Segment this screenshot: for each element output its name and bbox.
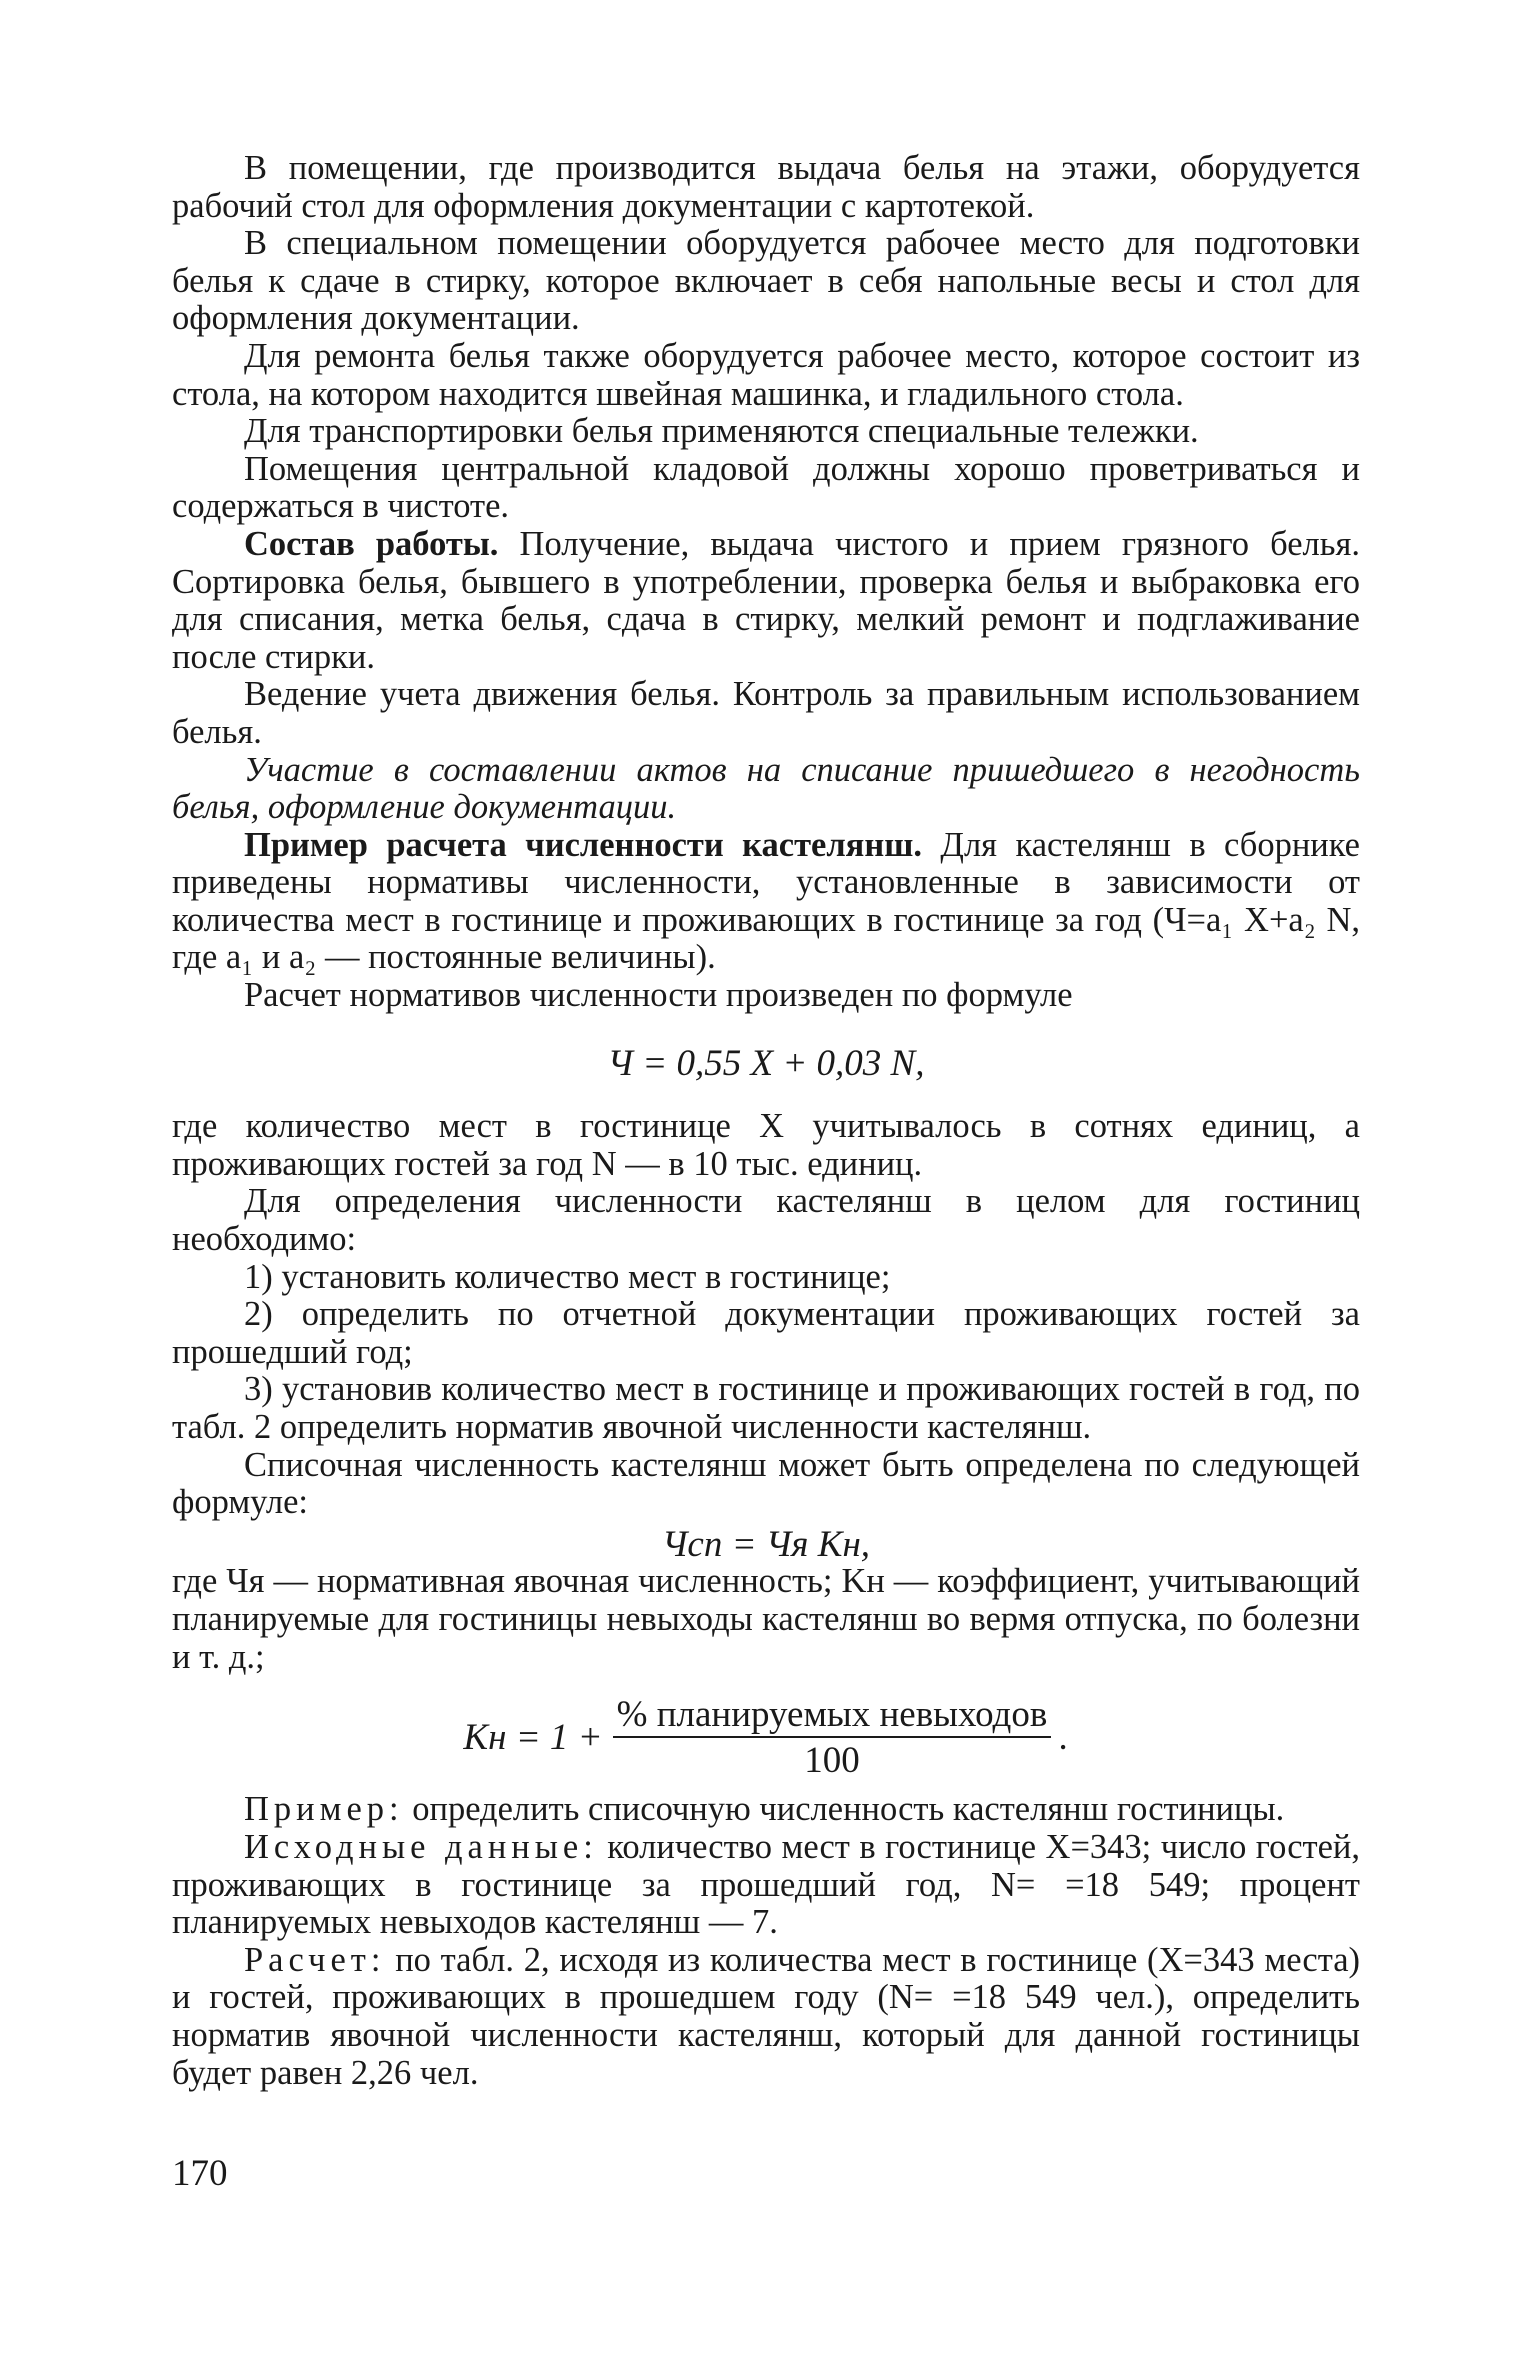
- paragraph-9: [172, 827, 1360, 977]
- paragraph-7: Ведение учета движения белья. Контроль за правильным использованием белья.: [172, 675, 1360, 751]
- paragraph-8: Участие в составлении актов на списание пришедшего в негодность белья, оформление документации.: [172, 750, 1360, 827]
- paragraph-16: [172, 1829, 1360, 1942]
- list-item-3: 3) установив количество мест в гостинице и проживающих гостей в год, по табл. 2 определить норматив явочной численности кастелянш.: [172, 1370, 1360, 1446]
- formula-list-count: Чсп = Чя Kн,: [661, 1523, 871, 1565]
- section-heading-example: Пример расчета численности кастелянш.: [244, 825, 922, 864]
- paragraph-16-text: количество мест в гостинице X=343; число гостей, проживающих в гостинице за прошедший год, N= =18 549; процент планируемых невыходов кастелянш — 7.: [172, 1827, 1360, 1942]
- paragraph-13: Списочная численность кастелянш может быть определена по следующей формуле:: [172, 1445, 1360, 1522]
- paragraph-3: Для ремонта белья также оборудуется рабочее место, которое состоит из стола, на котором находится швейная машинка, и гладильного стола.: [172, 336, 1360, 413]
- formula-norm: Ч = 0,55 X + 0,03 N,: [607, 1042, 925, 1084]
- list-item-1: 1) установить количество мест в гостинице;: [244, 1257, 891, 1296]
- example-label: Пример:: [244, 1790, 404, 1829]
- paragraph-12: Для определения численности кастелянш в целом для гостиниц необходимо:: [172, 1182, 1360, 1259]
- fraction-numerator: % планируемых невыходов: [613, 1696, 1052, 1738]
- paragraph-15-text: определить списочную численность кастелянш гостиницы.: [403, 1790, 1285, 1829]
- calculation-label: Расчет:: [244, 1940, 386, 1979]
- input-data-label: Исходные данные:: [244, 1827, 598, 1866]
- formula-coefficient-end: .: [1059, 1716, 1069, 1758]
- paragraph-10: Расчет нормативов численности произведен по формуле: [244, 976, 1073, 1015]
- paragraph-17: [172, 1942, 1360, 2092]
- formula-coefficient: [172, 1696, 1360, 1779]
- fraction-denominator: 100: [804, 1739, 860, 1781]
- paragraph-9-text: Для кастелянш в сборнике приведены нормативы численности, установленные в зависимости от количества мест в гостинице и проживающих в гостинице за год (Ч=a₁ X+a₂ N, где a₁ и a₂ — постоянные величины).: [172, 825, 1360, 977]
- paragraph-2: В специальном помещении оборудуется рабочее место для подготовки белья к сдаче в стирку, которое включает в себя напольные весы и стол для оформления документации.: [172, 224, 1360, 338]
- paragraph-11: где количество мест в гостинице X учитывалось в сотнях единиц, а проживающих гостей за год N — в 10 тыс. единиц.: [172, 1107, 1360, 1183]
- section-heading-work: Состав работы.: [244, 524, 499, 563]
- paragraph-5: Помещения центральной кладовой должны хорошо проветриваться и содержаться в чистоте.: [172, 449, 1360, 526]
- paragraph-15: [172, 1791, 1360, 1829]
- paragraph-4: Для транспортировки белья применяются специальные тележки.: [244, 412, 1199, 451]
- paragraph-17-text: по табл. 2, исходя из количества мест в гостинице (X=343 места) и гостей, проживающих в прошедшем году (N= =18 549 чел.), определить норматив явочной численности кастелянш, который для данной гостиницы будет равен 2,26 чел.: [172, 1940, 1360, 2092]
- page-number: 170: [172, 2153, 228, 2194]
- paragraph-1: В помещении, где производится выдача белья на этажи, оборудуется рабочий стол для оформления документации с картотекой.: [172, 149, 1360, 225]
- formula-coefficient-left: Kн = 1 +: [463, 1716, 603, 1758]
- paragraph-14: где Чя — нормативная явочная численность; Kн — коэффициент, учитывающий планируемые для гостиницы невыходы кастелянш во вермя отпуска, по болезни и т. д.;: [172, 1562, 1360, 1676]
- paragraph-6: [172, 526, 1360, 676]
- fraction: [613, 1696, 1052, 1779]
- page-body: [172, 150, 1360, 2092]
- paragraph-6-text: Получение, выдача чистого и прием грязного белья. Сортировка белья, бывшего в употреблении, проверка белья и выбраковка его для списания, метка белья, сдача в стирку, мелкий ремонт и подглаживание после стирки.: [172, 524, 1361, 676]
- list-item-2: 2) определить по отчетной документации проживающих гостей за прошедший год;: [172, 1295, 1360, 1371]
